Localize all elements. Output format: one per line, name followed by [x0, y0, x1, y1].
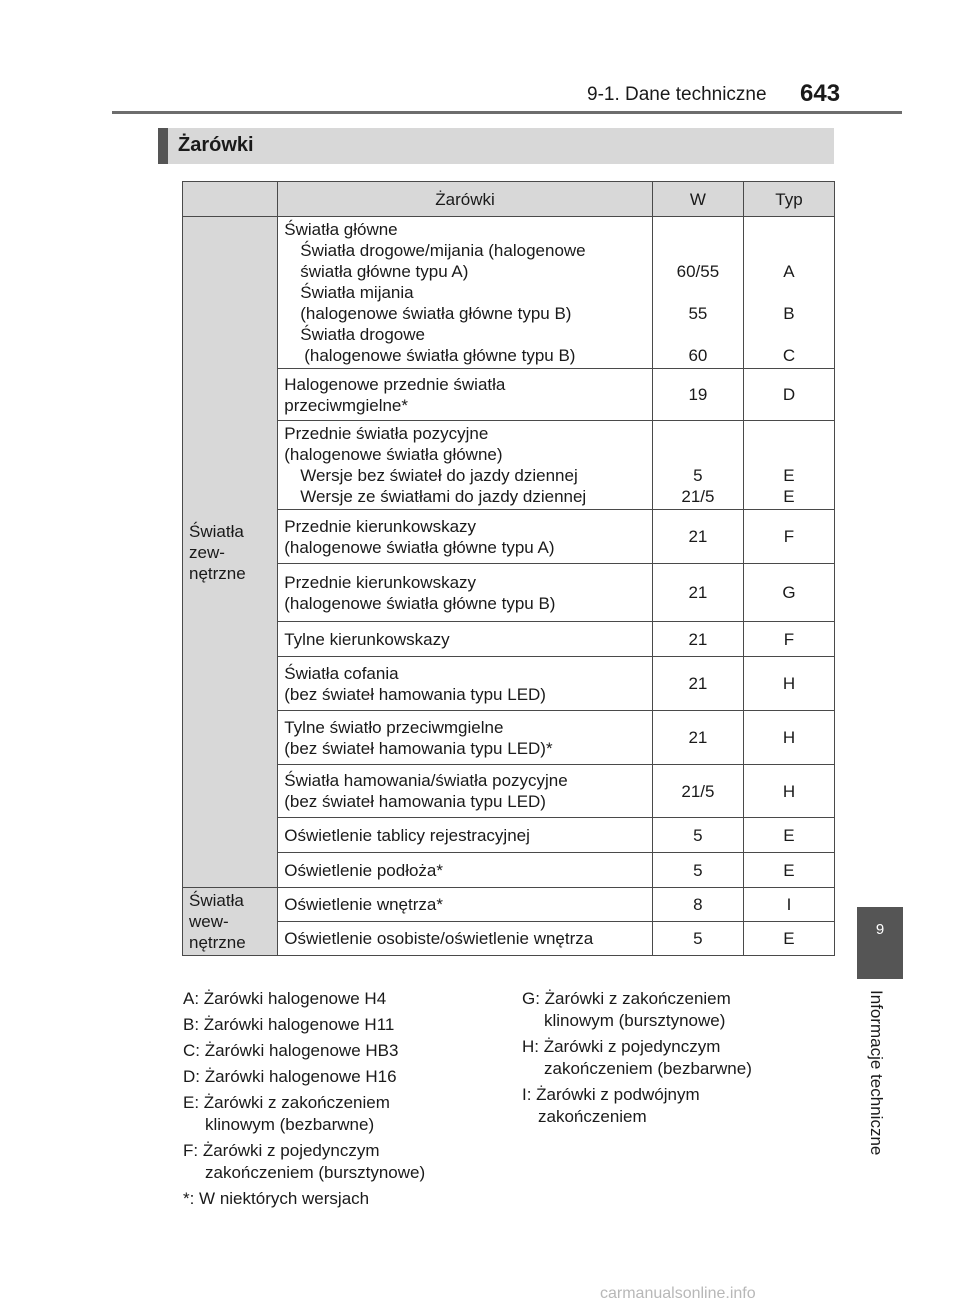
row-watts: 5: [652, 818, 743, 853]
type-value: C: [782, 346, 796, 365]
table-row: [183, 622, 835, 657]
row-name: Światła hamowania/światła pozycyjne (bez świateł hamowania typu LED): [278, 765, 653, 818]
row-line: (halogenowe światła główne): [284, 445, 503, 464]
legend-item: H: Żarówki z pojedynczym zakończeniem (bezbarwne): [522, 1037, 752, 1078]
header-cell: Żarówki: [278, 182, 653, 217]
row-name: Przednie kierunkowskazy (halogenowe światła główne typu B): [278, 564, 653, 622]
row-line: Światła drogowe: [300, 325, 425, 344]
table-row: [183, 217, 835, 369]
legend-right: [522, 988, 822, 1132]
row-name: Halogenowe przednie światła przeciwmgielne*: [278, 369, 653, 421]
legend-item: D: Żarówki halogenowe H16: [183, 1067, 397, 1086]
type-value: E: [783, 466, 795, 485]
row-type: E: [743, 853, 834, 888]
chapter-number: 9: [875, 921, 885, 938]
row-watts: 21: [652, 657, 743, 711]
table-row: [183, 888, 835, 922]
type-value: E: [783, 487, 795, 506]
watts-value: 55: [688, 304, 708, 323]
row-line: Przednie światła pozycyjne: [284, 424, 489, 443]
legend-item: C: Żarówki halogenowe HB3: [183, 1041, 399, 1060]
row-line: Wersje ze światłami do jazdy dziennej: [300, 487, 587, 506]
section-title: Żarówki: [178, 134, 254, 156]
table-row: [183, 818, 835, 853]
row-name: Oświetlenie podłoża*: [278, 853, 653, 888]
row-type: [743, 421, 834, 510]
table-row: [183, 421, 835, 510]
row-line: Światła drogowe/mijania (halogenowe: [300, 241, 586, 260]
legend-item: E: Żarówki z zakończeniem klinowym (bezbarwne): [183, 1093, 390, 1134]
row-watts: [652, 421, 743, 510]
type-value: B: [783, 304, 795, 323]
legend-item: I: Żarówki z podwójnym zakończeniem: [522, 1085, 700, 1126]
legend-item: B: Żarówki halogenowe H11: [183, 1015, 395, 1034]
row-line: (halogenowe światła główne typu B): [304, 346, 576, 365]
table-row: [183, 922, 835, 956]
row-line: światła główne typu A): [300, 262, 469, 281]
header-rule: [112, 111, 902, 114]
table-row: [183, 657, 835, 711]
header-cell: W: [652, 182, 743, 217]
watts-value: 21/5: [681, 487, 715, 506]
row-type: D: [743, 369, 834, 421]
section-name: 9-1. Dane techniczne: [587, 84, 767, 105]
row-type: E: [743, 818, 834, 853]
row-name: Tylne światło przeciwmgielne (bez świateł hamowania typu LED)*: [278, 711, 653, 765]
legend-item: F: Żarówki z pojedynczym zakończeniem (bursztynowe): [183, 1141, 426, 1182]
row-watts: [652, 217, 743, 369]
watermark: carmanualsonline.info: [600, 1285, 756, 1302]
row-type: H: [743, 711, 834, 765]
row-line: Światła mijania: [300, 283, 414, 302]
row-line: Światła główne: [284, 220, 398, 239]
bulbs-table: [182, 181, 835, 956]
page-number: 643: [800, 80, 841, 107]
section-title-box: [158, 128, 834, 164]
table-row: [183, 853, 835, 888]
legend-left: [183, 988, 503, 1214]
watts-value: 5: [693, 466, 703, 485]
header-cell: Typ: [743, 182, 834, 217]
row-name: [278, 217, 653, 369]
row-line: (halogenowe światła główne typu B): [300, 304, 572, 323]
row-type: F: [743, 510, 834, 564]
row-name: Przednie kierunkowskazy (halogenowe światła główne typu A): [278, 510, 653, 564]
type-value: A: [783, 262, 795, 281]
row-watts: 21: [652, 510, 743, 564]
row-name: Oświetlenie tablicy rejestracyjnej: [278, 818, 653, 853]
table-row: [183, 765, 835, 818]
row-type: E: [743, 922, 834, 956]
legend-item: G: Żarówki z zakończeniem klinowym (bursztynowe): [522, 989, 731, 1030]
chapter-title: Informacje techniczne: [867, 990, 886, 1156]
category-exterior: Światła zew- nętrzne: [183, 217, 278, 888]
row-watts: 21/5: [652, 765, 743, 818]
row-watts: 21: [652, 564, 743, 622]
row-type: I: [743, 888, 834, 922]
table-row: [183, 510, 835, 564]
row-type: H: [743, 657, 834, 711]
chapter-tab: [857, 907, 903, 979]
legend-item: *: W niektórych wersjach: [183, 1189, 370, 1208]
row-name: [278, 421, 653, 510]
row-type: [743, 217, 834, 369]
row-watts: 5: [652, 853, 743, 888]
category-interior: Światła wew- nętrzne: [183, 888, 278, 956]
table-row: [183, 564, 835, 622]
watts-value: 60: [688, 346, 708, 365]
row-name: Oświetlenie osobiste/oświetlenie wnętrza: [278, 922, 653, 956]
row-watts: 8: [652, 888, 743, 922]
row-watts: 5: [652, 922, 743, 956]
row-watts: 21: [652, 711, 743, 765]
table-row: [183, 369, 835, 421]
row-type: F: [743, 622, 834, 657]
row-name: Światła cofania (bez świateł hamowania typu LED): [278, 657, 653, 711]
row-type: H: [743, 765, 834, 818]
row-line: Wersje bez świateł do jazdy dziennej: [300, 466, 578, 485]
header-cell: [183, 182, 278, 217]
row-name: Tylne kierunkowskazy: [278, 622, 653, 657]
legend-item: A: Żarówki halogenowe H4: [183, 989, 387, 1008]
title-accent-bar: [158, 128, 168, 164]
table-header-row: [183, 182, 835, 217]
row-type: G: [743, 564, 834, 622]
row-name: Oświetlenie wnętrza*: [278, 888, 653, 922]
watts-value: 60/55: [676, 262, 720, 281]
row-watts: 21: [652, 622, 743, 657]
table-row: [183, 711, 835, 765]
row-watts: 19: [652, 369, 743, 421]
